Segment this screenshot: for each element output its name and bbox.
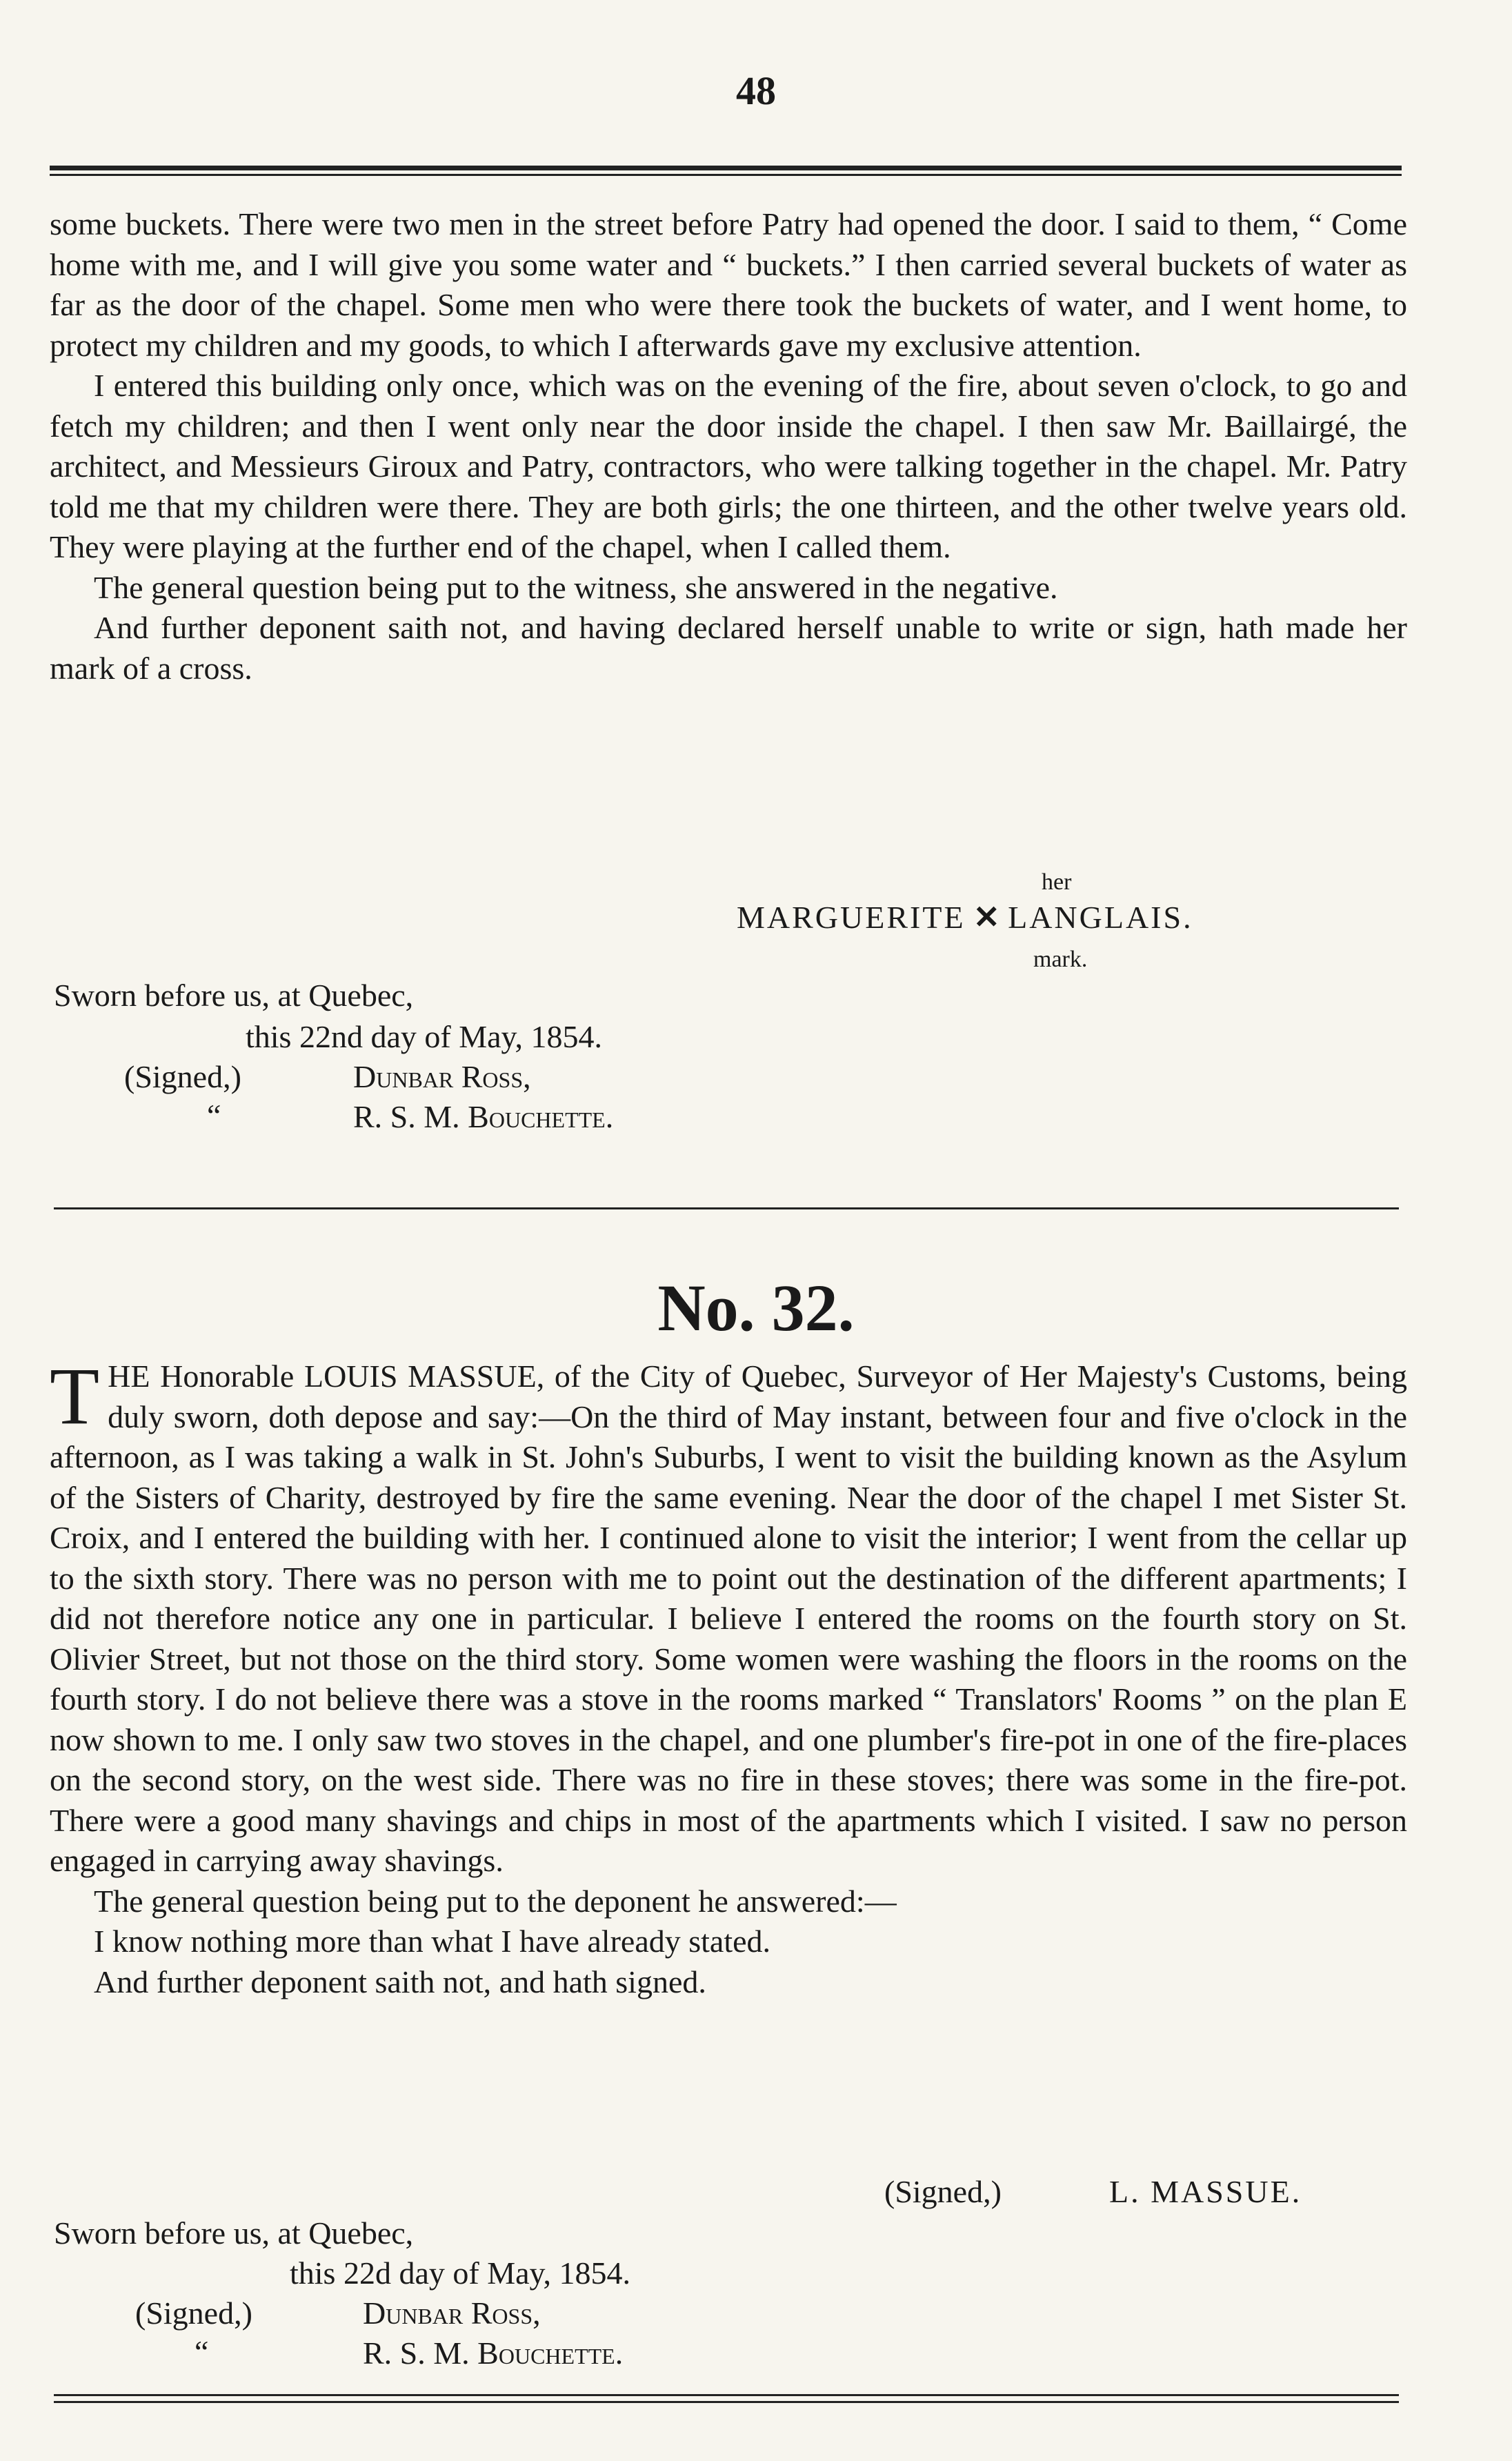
paragraph-general-question-2: The general question being put to the deponent he answered:— bbox=[94, 1883, 897, 1919]
paragraph-massue-deposition bbox=[50, 1351, 1407, 1881]
section2-body bbox=[50, 1351, 1407, 2002]
mark-her-label: her bbox=[1042, 869, 1072, 895]
header-rule-inner bbox=[50, 174, 1402, 176]
section-divider bbox=[54, 1207, 1399, 1209]
footer-rule-inner bbox=[54, 2401, 1399, 2403]
sworn-before-us: Sworn before us, at Quebec, bbox=[54, 978, 414, 1013]
signer-bouchette-2: R. S. M. Bouchette. bbox=[363, 2335, 624, 2371]
signed-label: (Signed,) bbox=[124, 1059, 241, 1094]
paragraph-continuation: some buckets. There were two men in the street before Patry had opened the door. I said to them, “ Come home with me, and I will give you some water and “ buckets.” I then carried several buckets of water as far as the door of the chapel. Some men who were there took the buckets of water, and I went home, to protect my children and my goods, to which I afterwards gave my exclusive attention. bbox=[50, 206, 1407, 363]
page-number: 48 bbox=[736, 68, 776, 113]
paragraph-answer: I know nothing more than what I have already stated. bbox=[94, 1924, 771, 1959]
paragraph-entered-building: I entered this building only once, which was on the evening of the fire, about seven o'clock, to go and fetch my children; and then I went only near the door inside the chapel. I then saw Mr. Baillairgé, the architect, and Messieurs Giroux and Patry, contractors, who were talking together in the chapel. Mr. Patry told me that my children were there. They are both girls; the one thirteen, and the other twelve years old. They were playing at the further end of the chapel, when I called them. bbox=[50, 368, 1407, 564]
mark-name-last: LANGLAIS. bbox=[1008, 900, 1193, 935]
signed-label-3: (Signed,) bbox=[135, 2295, 252, 2331]
deposition-text: HE Honorable LOUIS MASSUE, of the City of Quebec, Surveyor of Her Majesty's Customs, being duly sworn, doth depose and say:—On the third of May instant, between four and five o'clock in the afternoon, as I was taking a walk in St. John's Suburbs, I went to visit the building known as the Asylum of the Sisters of Charity, destroyed by fire the same evening. Near the door of the chapel I met Sister St. Croix, and I entered the building with her. I continued alone to visit the interior; I went from the cellar up to the sixth story. There was no person with me to point out the destination of the different apartments; I did not therefore notice any one in particular. I believe I entered the rooms on the fourth story on St. Olivier Street, but not those on the third story. Some women were washing the floors in the rooms on the fourth story. I do not believe there was a stove in the rooms marked “ Translators' Rooms ” on the plan E now shown to me. I only saw two stoves in the chapel, and one plumber's fire-pot in one of the fire-places on the second story, on the west side. There was no fire in these stoves; there was some in the fire-pot. There were a good many shavings and chips in most of the apartments which I visited. I saw no person engaged in carrying away shavings. bbox=[50, 1358, 1407, 1878]
signed-label-2: (Signed,) bbox=[884, 2174, 1002, 2209]
massue-signature: L. MASSUE. bbox=[1109, 2174, 1302, 2209]
cross-mark-icon: ✕ bbox=[973, 900, 1000, 935]
sworn-before-us-2: Sworn before us, at Quebec, bbox=[54, 2215, 414, 2251]
ditto-mark-2: “ bbox=[195, 2334, 209, 2369]
signer-bouchette: R. S. M. Bouchette. bbox=[353, 1099, 614, 1134]
mark-label: mark. bbox=[1033, 947, 1088, 972]
drop-cap: T bbox=[50, 1351, 100, 1441]
header-rule bbox=[50, 166, 1402, 170]
sworn-date-2: this 22d day of May, 1854. bbox=[290, 2255, 631, 2291]
paragraph-general-question: The general question being put to the witness, she answered in the negative. bbox=[94, 569, 1058, 605]
signer-dunbar-ross: Dunbar Ross, bbox=[353, 1059, 531, 1094]
section1-body bbox=[50, 204, 1407, 689]
sworn-date: this 22nd day of May, 1854. bbox=[246, 1019, 603, 1054]
paragraph-further-deponent-2: And further deponent saith not, and hath signed. bbox=[94, 1964, 706, 1999]
signer-dunbar-ross-2: Dunbar Ross, bbox=[363, 2295, 541, 2331]
mark-signature bbox=[737, 898, 1193, 936]
ditto-mark: “ bbox=[207, 1098, 221, 1133]
paragraph-further-deponent: And further deponent saith not, and having declared herself unable to write or sign, hath made her mark of a cross. bbox=[50, 610, 1407, 686]
mark-name-first: MARGUERITE bbox=[737, 900, 966, 935]
deposition-heading: No. 32. bbox=[657, 1271, 855, 1345]
footer-rule bbox=[54, 2394, 1399, 2396]
